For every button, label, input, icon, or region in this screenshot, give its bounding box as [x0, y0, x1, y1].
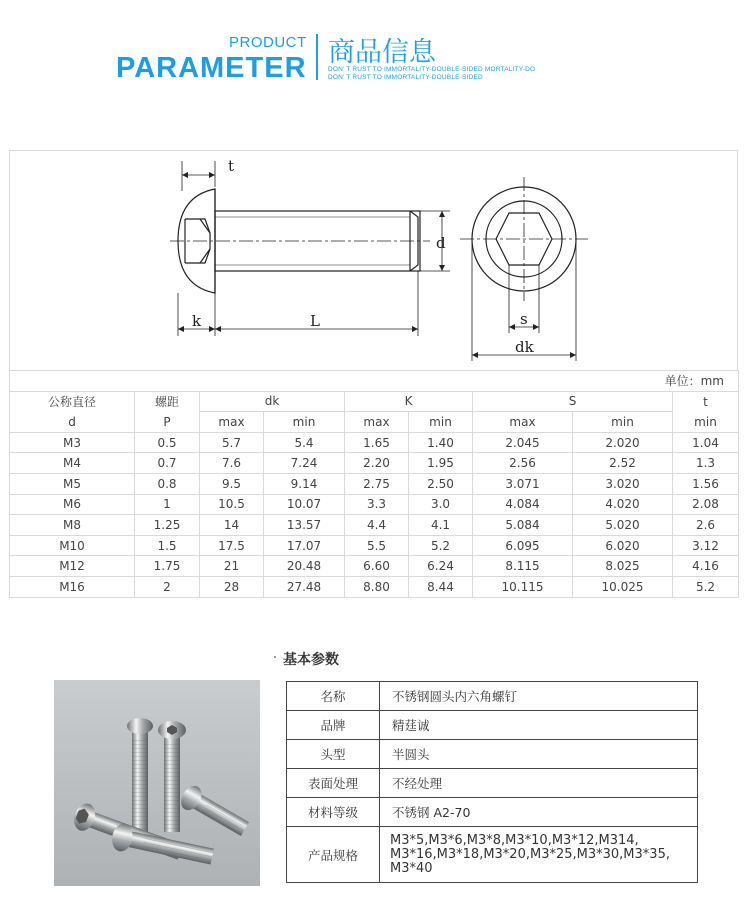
- specs-cell: 10.115: [473, 576, 573, 597]
- page-header: [0, 0, 750, 100]
- param-key: 品牌: [287, 711, 380, 740]
- header-nominal-diameter: 公称直径: [10, 391, 135, 412]
- header-cn-title: 商品信息: [328, 37, 436, 68]
- specs-cell: M4: [10, 453, 135, 474]
- header-t: t: [673, 391, 739, 412]
- specs-cell: 10.025: [573, 576, 673, 597]
- bullet-dot: [274, 656, 276, 658]
- specs-cell: 4.4: [345, 515, 409, 536]
- param-value-line: M3*40: [390, 860, 433, 876]
- specs-cell: 4.020: [573, 494, 673, 515]
- specs-table: [9, 370, 739, 598]
- basic-params-rows: [287, 682, 698, 883]
- specs-cell: 14: [200, 515, 264, 536]
- header-d: d: [10, 412, 135, 433]
- specs-cell: 7.24: [264, 453, 345, 474]
- specs-cell: 6.095: [473, 535, 573, 556]
- basic-params-row: [287, 827, 698, 883]
- specs-cell: 9.14: [264, 473, 345, 494]
- specs-cell: 0.8: [135, 473, 200, 494]
- specs-cell: 27.48: [264, 576, 345, 597]
- header-S: S: [473, 391, 673, 412]
- header-t-min: min: [673, 412, 739, 433]
- header-dk-max: max: [200, 412, 264, 433]
- specs-cell: 3.020: [573, 473, 673, 494]
- basic-params-table: [286, 681, 698, 883]
- specs-cell: 28: [200, 576, 264, 597]
- specs-cell: 21: [200, 556, 264, 577]
- specs-row: [10, 494, 739, 515]
- specs-cell: 17.07: [264, 535, 345, 556]
- header-product-word: PRODUCT: [229, 34, 307, 51]
- specs-cell: 5.2: [409, 535, 473, 556]
- specs-cell: M5: [10, 473, 135, 494]
- label-s: s: [520, 310, 528, 328]
- specs-cell: 0.7: [135, 453, 200, 474]
- param-value: [380, 827, 698, 883]
- specs-cell: 20.48: [264, 556, 345, 577]
- param-key: 表面处理: [287, 769, 380, 798]
- specs-row: [10, 515, 739, 536]
- header-K: K: [345, 391, 473, 412]
- label-k: k: [192, 312, 202, 330]
- specs-cell: 2.50: [409, 473, 473, 494]
- specs-cell: 10.07: [264, 494, 345, 515]
- specs-cell: 1.3: [673, 453, 739, 474]
- specs-cell: 2.6: [673, 515, 739, 536]
- specs-cell: 13.57: [264, 515, 345, 536]
- label-t: t: [228, 157, 235, 175]
- specs-cell: 1.04: [673, 432, 739, 453]
- header-parameter-word: PARAMETER: [116, 52, 307, 84]
- specs-cell: 5.2: [673, 576, 739, 597]
- specs-cell: 8.80: [345, 576, 409, 597]
- specs-cell: 5.084: [473, 515, 573, 536]
- param-value: 不锈钢 A2-70: [380, 798, 698, 827]
- header-dk: dk: [200, 391, 345, 412]
- specs-cell: 6.60: [345, 556, 409, 577]
- specs-cell: 4.1: [409, 515, 473, 536]
- specs-row: [10, 432, 739, 453]
- specs-cell: 10.5: [200, 494, 264, 515]
- header-dk-min: min: [264, 412, 345, 433]
- specs-cell: 4.16: [673, 556, 739, 577]
- specs-cell: 1.25: [135, 515, 200, 536]
- specs-cell: 3.071: [473, 473, 573, 494]
- specs-cell: M3: [10, 432, 135, 453]
- specs-cell: M10: [10, 535, 135, 556]
- specs-cell: 2.20: [345, 453, 409, 474]
- specs-cell: 8.115: [473, 556, 573, 577]
- screws-photo-svg: [54, 680, 260, 886]
- specs-cell: M12: [10, 556, 135, 577]
- specs-cell: 7.6: [200, 453, 264, 474]
- header-subline-1: DON’ T RUST TO IMMORTALITY-DOUBLE-SIDED MORTALITY-DO: [328, 66, 536, 73]
- product-photo: [54, 680, 260, 886]
- specs-cell: 2.52: [573, 453, 673, 474]
- specs-cell: 6.24: [409, 556, 473, 577]
- basic-params-row: [287, 711, 698, 740]
- param-value-line: M3*16,M3*18,M3*20,M3*25,M3*30,M3*35,: [390, 846, 670, 862]
- param-key: 产品规格: [287, 827, 380, 883]
- specs-cell: 1.56: [673, 473, 739, 494]
- label-dk: dk: [515, 338, 534, 356]
- specs-cell: 8.44: [409, 576, 473, 597]
- specs-row: [10, 473, 739, 494]
- specs-cell: 17.5: [200, 535, 264, 556]
- specs-cell: 1.65: [345, 432, 409, 453]
- basic-params-row: [287, 769, 698, 798]
- specs-cell: 5.020: [573, 515, 673, 536]
- specs-cell: 2.045: [473, 432, 573, 453]
- header-K-max: max: [345, 412, 409, 433]
- specs-cell: 3.3: [345, 494, 409, 515]
- param-value: 不锈钢圆头内六角螺钉: [380, 682, 698, 711]
- specs-cell: 5.5: [345, 535, 409, 556]
- header-divider: [316, 34, 318, 80]
- specs-cell: 3.0: [409, 494, 473, 515]
- specs-cell: 1.40: [409, 432, 473, 453]
- specs-cell: 6.020: [573, 535, 673, 556]
- specs-cell: 2.020: [573, 432, 673, 453]
- specs-cell: 1.95: [409, 453, 473, 474]
- specs-rows: [10, 432, 739, 597]
- specs-cell: M16: [10, 576, 135, 597]
- param-key: 名称: [287, 682, 380, 711]
- specs-cell: M8: [10, 515, 135, 536]
- basic-params-row: [287, 682, 698, 711]
- param-value: 精莛诚: [380, 711, 698, 740]
- technical-drawing: [9, 150, 738, 370]
- specs-row: [10, 535, 739, 556]
- screw-drawing-svg: [10, 151, 739, 371]
- specs-cell: 3.12: [673, 535, 739, 556]
- basic-params-title: 基本参数: [283, 652, 339, 668]
- basic-params-row: [287, 798, 698, 827]
- label-d: d: [436, 234, 446, 252]
- specs-cell: 4.084: [473, 494, 573, 515]
- header-P: P: [135, 412, 200, 433]
- specs-cell: M6: [10, 494, 135, 515]
- header-subline-2: DON’ T RUST TO IMMORTALITY-DOUBLE-SIDED: [328, 74, 483, 81]
- header-S-max: max: [473, 412, 573, 433]
- param-key: 头型: [287, 740, 380, 769]
- header-K-min: min: [409, 412, 473, 433]
- specs-row: [10, 576, 739, 597]
- specs-cell: 9.5: [200, 473, 264, 494]
- specs-cell: 8.025: [573, 556, 673, 577]
- specs-cell: 2.75: [345, 473, 409, 494]
- param-value: 半圆头: [380, 740, 698, 769]
- header-pitch: 螺距: [135, 391, 200, 412]
- specs-cell: 1: [135, 494, 200, 515]
- specs-row: [10, 453, 739, 474]
- basic-params-row: [287, 740, 698, 769]
- specs-cell: 0.5: [135, 432, 200, 453]
- specs-cell: 2: [135, 576, 200, 597]
- label-L: L: [310, 312, 320, 330]
- specs-cell: 2.08: [673, 494, 739, 515]
- header-S-min: min: [573, 412, 673, 433]
- specs-row: [10, 556, 739, 577]
- specs-cell: 1.75: [135, 556, 200, 577]
- specs-cell: 1.5: [135, 535, 200, 556]
- specs-cell: 5.7: [200, 432, 264, 453]
- specs-cell: 5.4: [264, 432, 345, 453]
- specs-cell: 2.56: [473, 453, 573, 474]
- param-key: 材料等级: [287, 798, 380, 827]
- param-value-line: M3*5,M3*6,M3*8,M3*10,M3*12,M314,: [390, 832, 639, 848]
- param-value: 不经处理: [380, 769, 698, 798]
- unit-label: 单位：mm: [10, 371, 739, 392]
